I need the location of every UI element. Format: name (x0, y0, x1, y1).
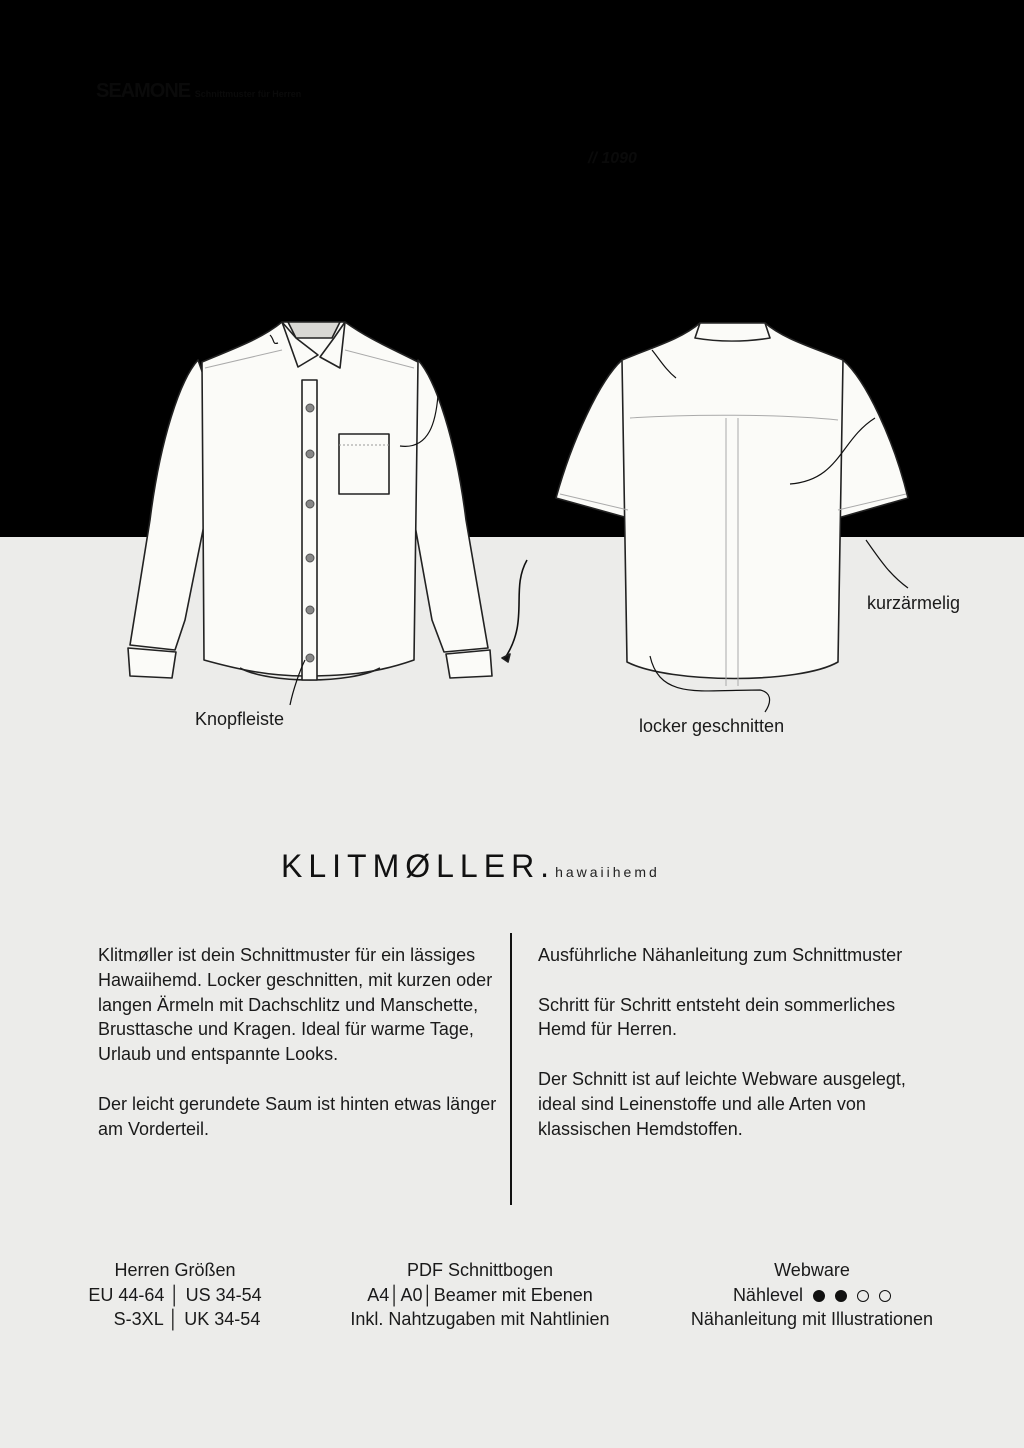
brand-name: SEAMONE (96, 80, 191, 102)
level-dot-empty-icon (879, 1290, 891, 1302)
title-main: KLITMØLLER (281, 848, 541, 884)
features-line-2: Nähanleitung mit Illustrationen (690, 1309, 934, 1329)
column-divider (510, 933, 512, 1205)
info-sizes (70, 1258, 280, 1332)
sewing-level (670, 1283, 954, 1308)
label-loose-fit: locker geschnitten (639, 716, 785, 736)
label-placket: Knopfleiste (195, 709, 285, 729)
brand-tagline: Schnittmuster für Herren (194, 89, 302, 99)
level-dot-filled-icon (813, 1290, 825, 1302)
back-view-shirt (556, 323, 908, 712)
description-paragraph: Schritt für Schritt entsteht dein sommerliches Hemd für Herren. (538, 994, 896, 1040)
page-title (281, 848, 660, 885)
front-view-shirt (128, 322, 527, 705)
sizes-line-2: S-3XL │ UK 34-54 (113, 1309, 261, 1329)
sizes-heading: Herren Größen (114, 1260, 236, 1280)
description-left (98, 943, 498, 1166)
sewing-level-label: Nählevel (732, 1284, 803, 1305)
description-paragraph: Ausführliche Nähanleitung zum Schnittmuster (538, 945, 903, 965)
level-dot-filled-icon (835, 1290, 847, 1302)
description-paragraph: Klitmøller ist dein Schnittmuster für ein lässiges Hawaiihemd. Locker geschnitten, mit kurzen oder langen Ärmeln mit Dachschlitz und Manschette, Brusttasche und Kragen. Ideal für warme Tage, Urlaub und entspannte Looks. (98, 945, 493, 1065)
description-paragraph: Der Schnitt ist auf leichte Webware ausgelegt, ideal sind Leinenstoffe und alle Arten von klassischen Hemdstoffen. (538, 1068, 906, 1139)
features-heading: Webware (774, 1260, 850, 1280)
label-short-sleeve: kurzärmelig (867, 593, 961, 613)
description-right (538, 943, 938, 1166)
pattern-number: // 1090 (588, 150, 637, 167)
info-pdf (330, 1258, 630, 1332)
level-dot-empty-icon (857, 1290, 869, 1302)
sizes-line-1: EU 44-64 │ US 34-54 (88, 1284, 262, 1305)
title-subtitle: hawaiihemd (555, 864, 660, 880)
pdf-heading: PDF Schnittbogen (406, 1260, 554, 1280)
description-paragraph: Der leicht gerundete Saum ist hinten etwas länger am Vorderteil. (98, 1093, 497, 1139)
pdf-line-1: A4│A0│Beamer mit Ebenen (367, 1284, 593, 1305)
title-dot: . (540, 848, 552, 884)
info-features (670, 1258, 954, 1332)
pdf-line-2: Inkl. Nahtzugaben mit Nahtlinien (350, 1309, 610, 1329)
